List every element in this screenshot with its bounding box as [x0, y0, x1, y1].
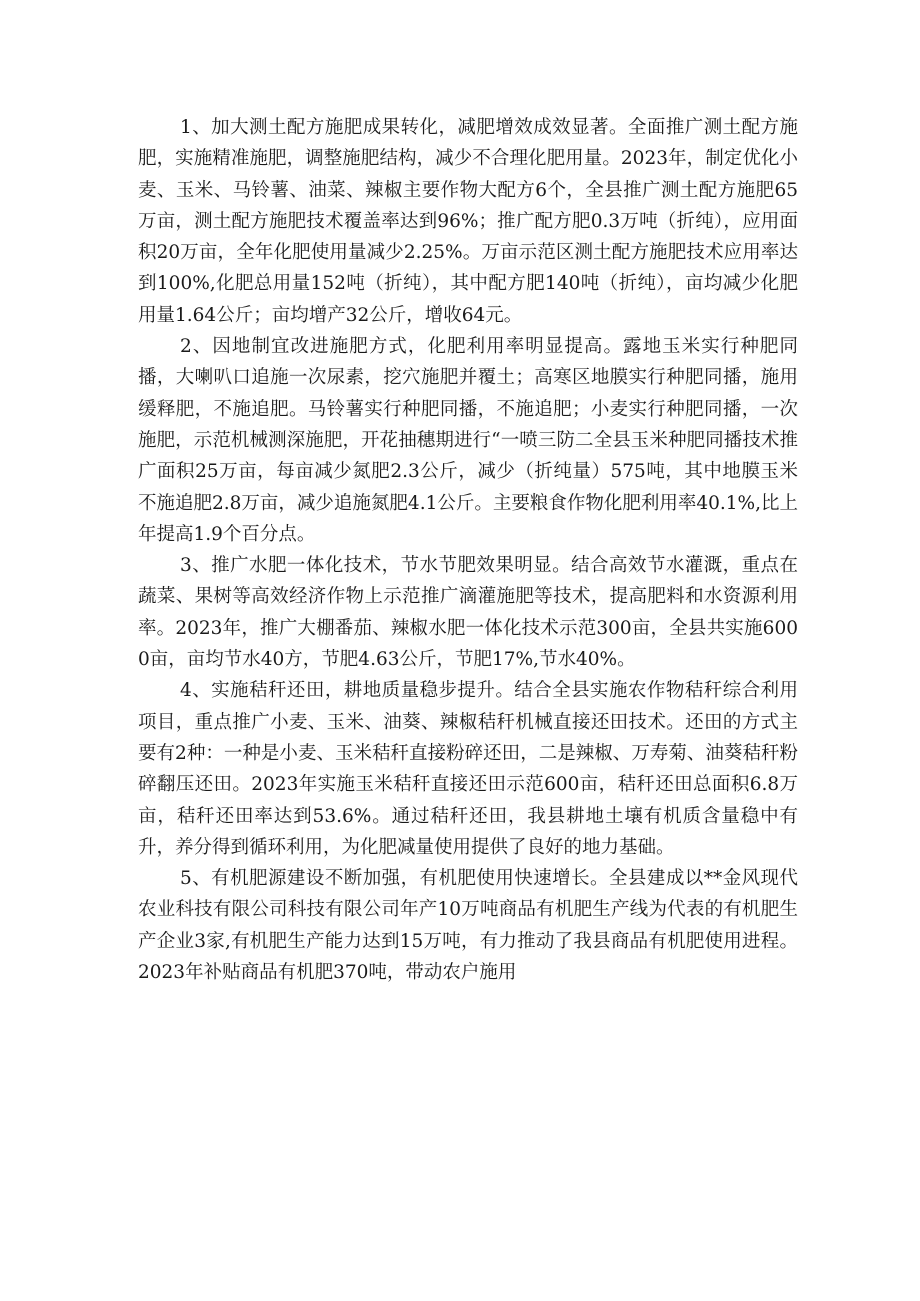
paragraph-1: 1、加大测土配方施肥成果转化，减肥增效成效显著。全面推广测土配方施肥，实施精准施肥，调整施肥结构，减少不合理化肥用量。2023年，制定优化小麦、玉米、马铃薯、油菜、辣椒主要作物大配方6个，全县推广测土配方施肥65万亩，测土配方施肥技术覆盖率达到96%；推广配方肥0.3万吨（折纯），应用面积20万亩，全年化肥使用量减少2.25%。万亩示范区测土配方施肥技术应用率达到100%,化肥总用量152吨（折纯），其中配方肥140吨（折纯），亩均减少化肥用量1.64公斤；亩均增产32公斤，增收64元。 — [138, 117, 798, 326]
paragraph-3: 3、推广水肥一体化技术，节水节肥效果明显。结合高效节水灌溉，重点在蔬菜、果树等高效经济作物上示范推广滴灌施肥等技术，提高肥料和水资源利用率。2023年，推广大棚番茄、辣椒水肥一体化技术示范300亩，全县共实施6000亩，亩均节水40方，节肥4.63公斤，节肥17%,节水40%。 — [138, 555, 798, 671]
document-body — [138, 112, 798, 988]
paragraph-4: 4、实施秸秆还田，耕地质量稳步提升。结合全县实施农作物秸秆综合利用项目，重点推广小麦、玉米、油葵、辣椒秸秆机械直接还田技术。还田的方式主要有2种：一种是小麦、玉米秸秆直接粉碎还田，二是辣椒、万寿菊、油葵秸秆粉碎翻压还田。2023年实施玉米秸秆直接还田示范600亩，秸秆还田总面积6.8万亩，秸秆还田率达到53.6%。通过秸秆还田，我县耕地土壤有机质含量稳中有升，养分得到循环利用，为化肥减量使用提供了良好的地力基础。 — [138, 680, 798, 858]
paragraph-2: 2、因地制宜改进施肥方式，化肥利用率明显提高。露地玉米实行种肥同播，大喇叭口追施一次尿素，挖穴施肥并覆土；高寒区地膜实行种肥同播，施用缓释肥，不施追肥。马铃薯实行种肥同播，不施追肥；小麦实行种肥同播，一次施肥，示范机械测深施肥，开花抽穗期进行“一喷三防二全县玉米种肥同播技术推广面积25万亩，每亩减少氮肥2.3公斤，减少（折纯量）575吨，其中地膜玉米不施追肥2.8万亩，减少追施氮肥4.1公斤。主要粮食作物化肥利用率40.1%,比上年提高1.9个百分点。 — [138, 336, 798, 545]
paragraph-5: 5、有机肥源建设不断加强，有机肥使用快速增长。全县建成以**金风现代农业科技有限公司科技有限公司年产10万吨商品有机肥生产线为代表的有机肥生产企业3家,有机肥生产能力达到15万吨，有力推动了我县商品有机肥使用进程。2023年补贴商品有机肥370吨，带动农户施用 — [138, 868, 798, 984]
